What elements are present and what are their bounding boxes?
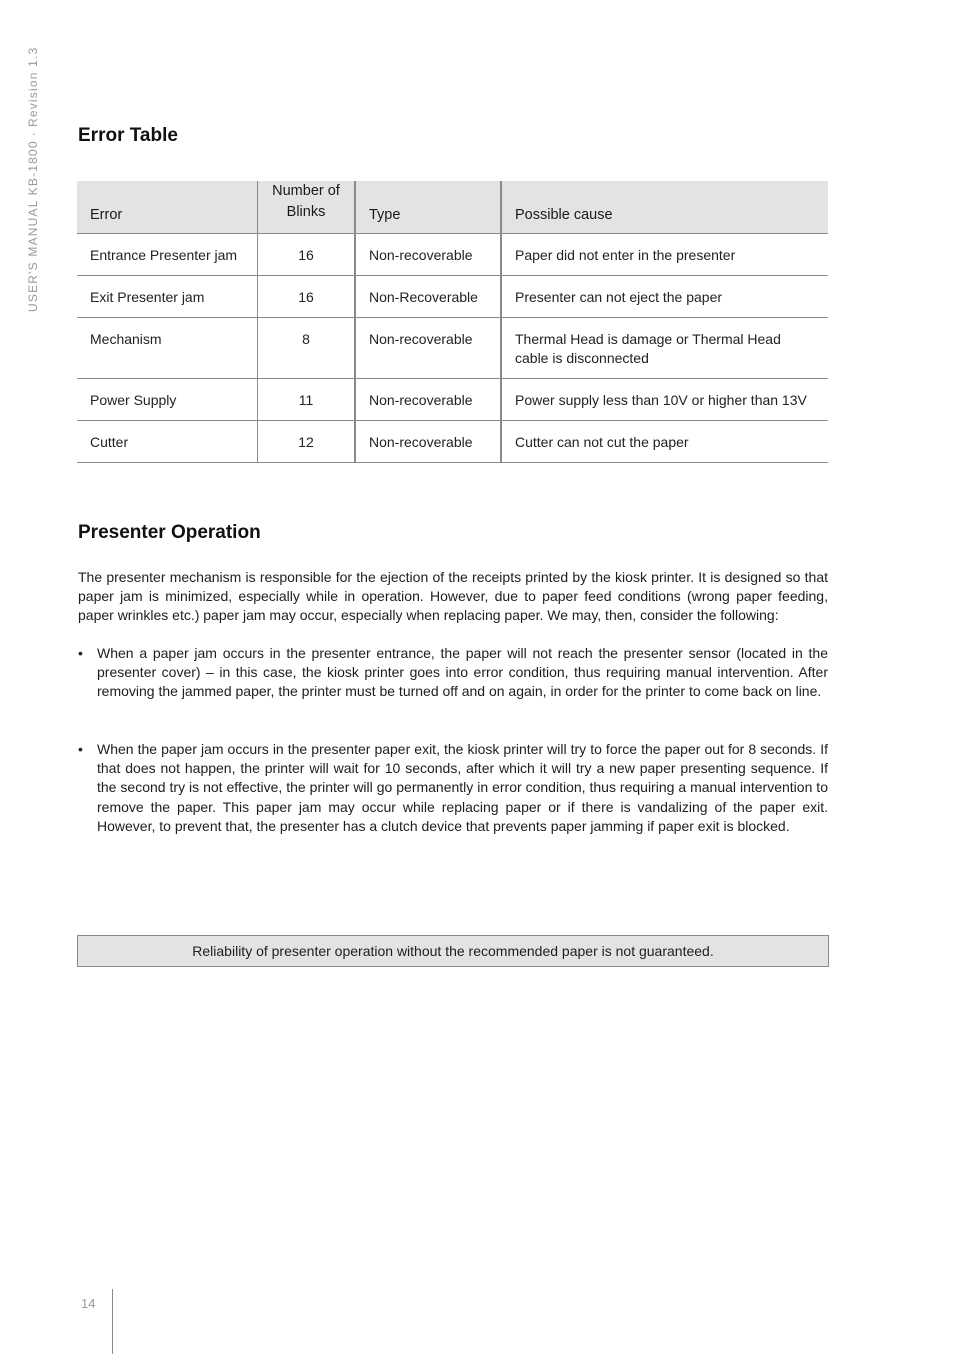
error-table-title: Error Table: [78, 125, 178, 146]
table-row: [77, 276, 828, 318]
bullet-icon: •: [78, 645, 83, 661]
blinks-cell: 11: [258, 379, 356, 421]
type-cell: Non-recoverable: [355, 421, 501, 463]
cause-cell: Cutter can not cut the paper: [501, 421, 828, 463]
table-row: [77, 421, 828, 463]
cause-cell: Power supply less than 10V or higher than 13V: [501, 379, 828, 421]
cause-cell: Thermal Head is damage or Thermal Head cable is disconnected: [501, 318, 828, 379]
notice-text: Reliability of presenter operation without the recommended paper is not guaranteed.: [192, 943, 714, 959]
error-name-cell: Cutter: [77, 421, 258, 463]
notice-box: [77, 935, 829, 967]
column-header-cause: Possible cause: [501, 181, 828, 234]
table-row: [77, 318, 828, 379]
table-header-row: [77, 181, 828, 234]
running-header: [26, 47, 40, 312]
type-cell: Non-recoverable: [355, 318, 501, 379]
blinks-cell: 16: [258, 234, 356, 276]
manual-title: USER'S MANUAL KB-1800: [26, 140, 40, 312]
blinks-cell: 8: [258, 318, 356, 379]
column-header-error: Error: [77, 181, 258, 234]
list-item: [78, 644, 828, 702]
column-header-blinks: [258, 181, 356, 234]
blinks-cell: 12: [258, 421, 356, 463]
list-item-text: When a paper jam occurs in the presenter entrance, the paper will not reach the presenter sensor (located in the presenter cover) – in this case, the kiosk printer goes into error condition, thus requiring manual intervention. After removing the jammed paper, the printer must be turned off and on again, in order for the printer to come back on line.: [97, 645, 828, 700]
type-cell: Non-recoverable: [355, 379, 501, 421]
error-name-cell: Exit Presenter jam: [77, 276, 258, 318]
type-cell: Non-Recoverable: [355, 276, 501, 318]
table-row: [77, 379, 828, 421]
error-name-cell: Mechanism: [77, 318, 258, 379]
error-name-cell: Power Supply: [77, 379, 258, 421]
error-name-cell: Entrance Presenter jam: [77, 234, 258, 276]
presenter-intro-paragraph: The presenter mechanism is responsible for the ejection of the receipts printed by the kiosk printer. It is designed so that paper jam is minimized, especially while in operation. However, due to paper feed conditions (wrong paper feeding, paper wrinkles etc.) paper jam may occur, especially when replacing paper. We may, then, consider the following:: [78, 569, 828, 624]
column-header-blinks-label: Number of Blinks: [272, 183, 340, 220]
list-item: [78, 740, 828, 836]
column-header-type: Type: [355, 181, 501, 234]
page-number: 14: [81, 1296, 96, 1311]
header-separator: ·: [26, 131, 40, 137]
footer-divider: [112, 1289, 113, 1354]
revision-label: Revision 1.3: [26, 46, 40, 128]
bullet-icon: •: [78, 741, 83, 757]
presenter-operation-title: Presenter Operation: [78, 522, 261, 543]
table-row: [77, 234, 828, 276]
cause-cell: Paper did not enter in the presenter: [501, 234, 828, 276]
type-cell: Non-recoverable: [355, 234, 501, 276]
blinks-cell: 16: [258, 276, 356, 318]
list-item-text: When the paper jam occurs in the presenter paper exit, the kiosk printer will try to force the paper out for 8 seconds. If that does not happen, the printer will wait for 10 seconds, after which it will try a new paper presenting sequence. If the second try is not effective, the printer will go permanently in error condition, thus requiring a manual intervention to remove the paper. This paper jam may occur while replacing paper or if there is vandalizing of the paper exit. However, to prevent that, the presenter has a clutch device that prevents paper jamming if paper exit is blocked.: [97, 741, 828, 834]
cause-cell: Presenter can not eject the paper: [501, 276, 828, 318]
error-table: [77, 181, 828, 463]
